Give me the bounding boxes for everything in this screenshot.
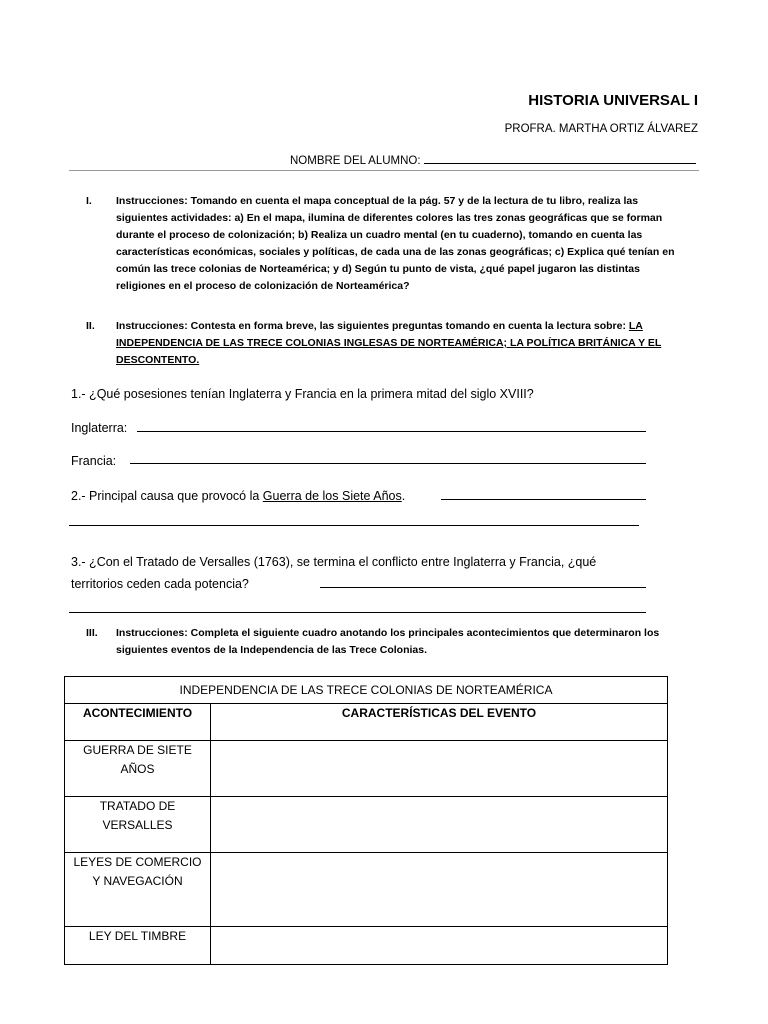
inglaterra-answer-line[interactable] (137, 431, 646, 432)
francia-answer-line[interactable] (130, 463, 646, 464)
question-2-answer-line-1[interactable] (441, 499, 646, 500)
question-2-answer-line-2[interactable] (69, 525, 639, 526)
section-1-text: Instrucciones: Tomando en cuenta el mapa conceptual de la pág. 57 y de la lectura de tu libro, realiza las siguientes actividades: a) En el mapa, ilumina de diferentes colores las tres zonas geográficas que se forman durante el proceso de colonización; b) Realiza un cuadro mental (en tu cuaderno), tomando en cuenta las características económicas, sociales y políticas, de cada una de las zonas geográficas; c) Explica qué tenían en común las trece colonias de Norteamérica; y d) Según tu punto de vista, ¿qué papel jugaron las distintas religiones en el proceso de colonización de Norteamérica? (116, 195, 675, 292)
table-row (65, 927, 668, 965)
question-3-line-1: 3.- ¿Con el Tratado de Versalles (1763), se termina el conflicto entre Inglaterra y Francia, ¿qué (71, 555, 597, 569)
question-3-line-2: territorios ceden cada potencia? (71, 577, 249, 591)
event-detail-cell[interactable] (211, 853, 668, 927)
events-table (64, 676, 668, 965)
event-name: TRATADO DE VERSALLES (65, 797, 211, 853)
student-name-row (290, 151, 696, 167)
event-name: LEYES DE COMERCIO Y NAVEGACIÓN (65, 853, 211, 927)
table-row (65, 853, 668, 927)
table-title: INDEPENDENCIA DE LAS TRECE COLONIAS DE NORTEAMÉRICA (65, 677, 668, 704)
section-1-instructions (80, 193, 690, 295)
question-2-prefix: 2.- Principal causa que provocó la (71, 489, 263, 503)
question-2 (71, 485, 405, 507)
section-2-text: Instrucciones: Contesta en forma breve, las siguientes preguntas tomando en cuenta la lectura sobre: (116, 320, 629, 332)
section-3-instructions (80, 625, 690, 659)
teacher-name: PROFRA. MARTHA ORTIZ ÁLVAREZ (504, 123, 698, 135)
francia-label: Francia: (71, 454, 117, 468)
question-3-answer-line-1[interactable] (320, 587, 646, 588)
question-3-answer-line-2[interactable] (69, 612, 646, 613)
event-detail-cell[interactable] (211, 927, 668, 965)
event-name: LEY DEL TIMBRE (65, 927, 211, 965)
column-header-characteristics: CARACTERÍSTICAS DEL EVENTO (211, 704, 668, 741)
table-row (65, 741, 668, 797)
section-2-topic: LA INDEPENDENCIA DE LAS TRECE COLONIAS INGLESAS DE NORTEAMÉRICA; LA POLÍTICA BRITÁNICA Y EL DESCONTENTO. (116, 320, 662, 366)
section-1-number: I. (86, 195, 92, 207)
column-header-event: ACONTECIMIENTO (65, 704, 211, 741)
student-name-field[interactable] (424, 151, 696, 164)
question-1: 1.- ¿Qué posesiones tenían Inglaterra y Francia en la primera mitad del siglo XVIII? (71, 387, 534, 401)
section-3-number: III. (86, 627, 98, 639)
page-title: HISTORIA UNIVERSAL I (528, 92, 698, 109)
question-2-topic: Guerra de los Siete Años (262, 489, 402, 503)
section-2-number: II. (86, 320, 95, 332)
header-divider (69, 170, 699, 171)
question-2-suffix: . (401, 489, 406, 503)
section-3-text: Instrucciones: Completa el siguiente cuadro anotando los principales acontecimientos que determinaron los siguientes eventos de la Independencia de las Trece Colonias. (116, 627, 660, 656)
event-detail-cell[interactable] (211, 741, 668, 797)
section-2-instructions (80, 318, 690, 369)
student-name-label: NOMBRE DEL ALUMNO: (290, 155, 421, 167)
event-detail-cell[interactable] (211, 797, 668, 853)
table-row (65, 797, 668, 853)
event-name: GUERRA DE SIETE AÑOS (65, 741, 211, 797)
inglaterra-label: Inglaterra: (71, 421, 128, 435)
